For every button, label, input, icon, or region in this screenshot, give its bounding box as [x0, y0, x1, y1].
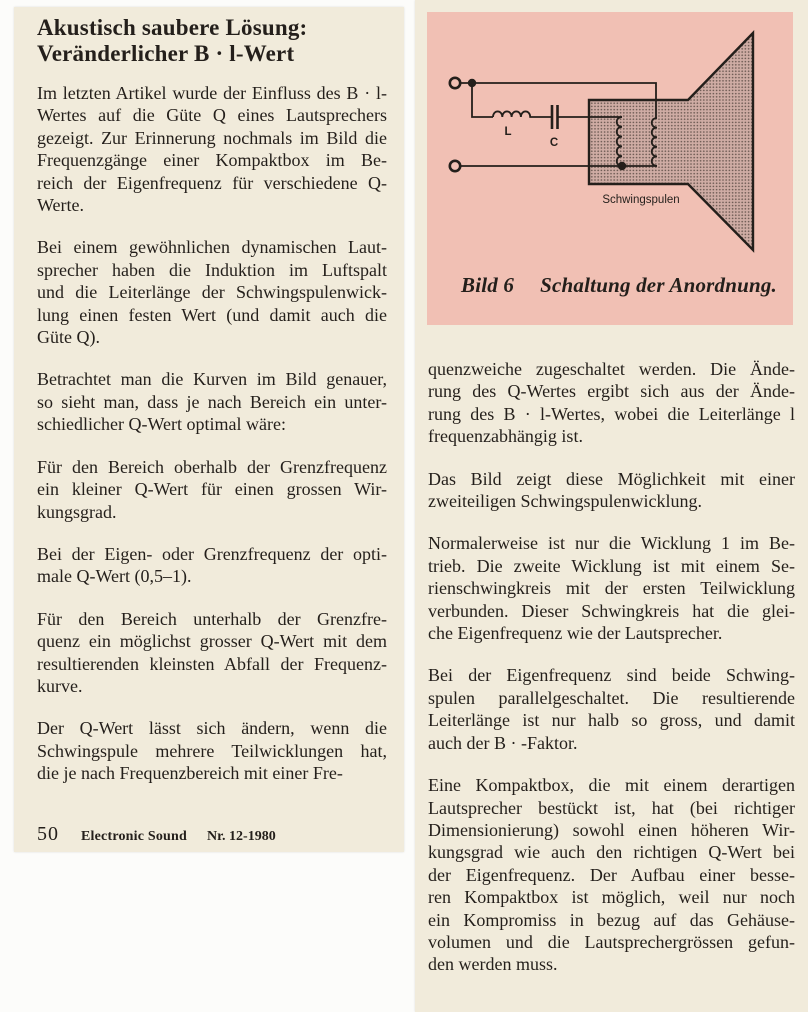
paragraph [37, 456, 387, 523]
speaker-body-shape [589, 33, 753, 250]
text-line: und die Leiterlänge der Schwingspulenwick- [37, 282, 387, 303]
text-line: lung einen festen Wert (und damit auch die [37, 304, 387, 325]
text-line: Betrachtet man die Kurven im Bild genauer, [37, 369, 387, 390]
wire-lc-branch [472, 83, 493, 117]
text-line: rienschwingkreis mit der ersten Teilwicklung [428, 578, 795, 599]
text-line: kurve. [37, 675, 83, 696]
text-line: Leiterlänge ist nur halb so gross, und damit [428, 710, 795, 731]
text-line: Lautsprecher bestückt ist, hat (bei richtiger [428, 797, 795, 818]
text-line: zweiteiligen Schwingspulenwicklung. [428, 491, 702, 512]
paragraph [428, 468, 795, 513]
text-line: quenzweiche zugeschaltet werden. Die Ände- [428, 359, 795, 379]
text-line: so sieht man, dass je nach Bereich ein unter- [37, 391, 387, 412]
text-line: resultierenden kleinsten Abfall der Frequenz- [37, 653, 387, 674]
paragraph [37, 717, 387, 784]
text-line: che Eigenfrequenz wie der Lautsprecher. [428, 623, 723, 644]
text-line: die je nach Frequenzbereich mit einer Fre- [37, 763, 343, 784]
text-line: den werden muss. [428, 954, 558, 975]
page-footer [37, 823, 387, 846]
text-line: Wertes auf die Güte Q eines Lautsprechers [37, 105, 387, 126]
paragraph [428, 532, 795, 644]
text-line: trieb. Die zweite Wicklung ist mit einem Se- [428, 555, 795, 576]
text-line: Bei der Eigen- oder Grenzfrequenz der opti- [37, 543, 387, 564]
figure-caption-text: Schaltung der Anordnung. [540, 273, 778, 297]
text-line: reich der Eigenfrequenz für verschiedene Q- [37, 172, 387, 193]
circuit-diagram [427, 12, 793, 262]
text-line: Für den Bereich unterhalb der Grenzfre- [37, 608, 387, 629]
text-line: spulen parallelgeschaltet. Die resultierende [428, 687, 795, 708]
text-line: Für den Bereich oberhalb der Grenzfrequenz [37, 456, 387, 477]
text-line: kungsgrad. [37, 501, 117, 522]
left-column [14, 7, 404, 852]
left-body-text [37, 82, 387, 785]
text-line: der Eigenfrequenz. Der Aufbau einer besse- [428, 864, 795, 885]
figure-caption-number: Bild 6 [461, 273, 515, 297]
paragraph [37, 236, 387, 348]
text-line: quenz ein möglichst grosser Q-Wert mit dem [37, 631, 387, 652]
capacitor-icon [552, 105, 558, 129]
inductor-label: L [504, 126, 512, 138]
right-column [415, 0, 808, 1012]
text-line: ein Kompromiss in bezug auf das Gehäuse- [428, 909, 795, 930]
text-line: Der Q-Wert lässt sich ändern, wenn die [37, 718, 387, 739]
voice-coils-label: Schwingspulen [602, 194, 680, 206]
right-body-text [415, 358, 808, 976]
text-line: rung des Q-Wertes ergibt sich aus der Ände- [428, 381, 795, 402]
text-line: Werte. [37, 195, 85, 216]
paragraph [428, 774, 795, 976]
page-number: 50 [37, 822, 59, 845]
capacitor-label: C [549, 137, 559, 149]
paragraph [37, 608, 387, 698]
text-line: frequenzabhängig ist. [428, 426, 583, 447]
paragraph [428, 358, 795, 448]
text-line: Schwingspule mehrere Teilwicklungen hat, [37, 740, 387, 761]
text-line: Normalerweise ist nur die Wicklung 1 im Be- [428, 533, 795, 554]
text-line: ren Kompaktbox ist möglich, weil nur noch [428, 887, 795, 908]
text-line: Das Bild zeigt diese Möglichkeit mit einer [428, 468, 795, 489]
article-title-line-2: Veränderlicher B · l-Wert [37, 41, 295, 66]
text-line: Frequenzgänge einer Kompaktbox im Be- [37, 150, 387, 171]
text-line: Bei einem gewöhnlichen dynamischen Laut- [37, 237, 387, 258]
text-line: Güte Q). [37, 327, 100, 348]
text-line: schiedlicher Q-Wert optimal wäre: [37, 414, 286, 435]
paragraph [428, 664, 795, 754]
paragraph [37, 368, 387, 435]
paragraph [37, 543, 387, 588]
input-terminal-top-icon [450, 78, 460, 88]
issue-number: Nr. 12-1980 [207, 828, 276, 844]
text-line: Im letzten Artikel wurde der Einfluss des B · l- [37, 83, 387, 103]
text-line: verbunden. Dieser Schwingkreis hat die glei- [428, 600, 795, 621]
text-line: auch der B · -Faktor. [428, 732, 578, 753]
figure-bild-6 [427, 12, 793, 325]
text-line: ein kleiner Q-Wert für einen grossen Wir- [37, 479, 387, 500]
text-line: volumen und die Lautsprechergrössen gefun- [428, 931, 795, 952]
text-line: sprecher haben die Induktion im Luftspalt [37, 259, 387, 280]
input-terminal-bottom-icon [450, 161, 460, 171]
text-line: male Q-Wert (0,5–1). [37, 566, 192, 587]
text-line: Eine Kompaktbox, die mit einem derartigen [428, 775, 795, 796]
junction-dot-top [468, 79, 476, 87]
figure-caption [427, 273, 793, 298]
text-line: kungsgrad wie auch den richtigen Q-Wert bei [428, 842, 795, 863]
article-title [37, 15, 387, 67]
text-line: Bei der Eigenfrequenz sind beide Schwing- [428, 665, 795, 686]
text-line: rung des B · l-Wertes, wobei die Leiterlänge l [428, 403, 795, 424]
text-line: gezeigt. Zur Erinnerung nochmals im Bild die [37, 127, 387, 148]
inductor-icon [493, 111, 552, 117]
paragraph [37, 82, 387, 216]
article-title-line-1: Akustisch saubere Lösung: [37, 15, 308, 40]
magazine-name: Electronic Sound [81, 828, 188, 844]
text-line: Dimensionierung) sowohl einen höheren Wir- [428, 819, 795, 840]
